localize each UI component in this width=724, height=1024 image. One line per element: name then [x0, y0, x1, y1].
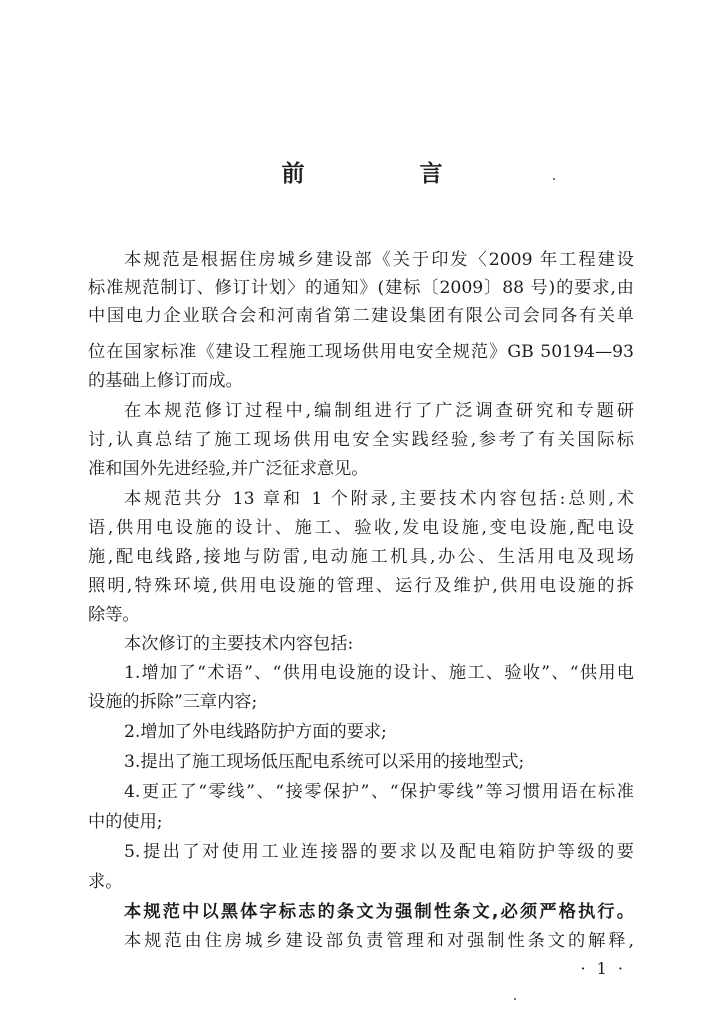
paragraph-line: 中的使用; — [88, 812, 163, 832]
paragraph-line: 语,供用电设施的设计、施工、验收,发电设施,变电设施,配电设 — [88, 518, 634, 538]
paragraph-line: 照明,特殊环境,供用电设施的管理、运行及维护,供用电设施的拆 — [88, 576, 634, 596]
paragraph-line: 标准规范制订、修订计划〉的通知》(建标〔2009〕88 号)的要求,由 — [88, 278, 634, 298]
list-item: 3.提出了施工现场低压配电系统可以采用的接地型式; — [124, 752, 525, 772]
list-item: 5.提出了对使用工业连接器的要求以及配电箱防护等级的要 — [124, 842, 634, 862]
paragraph-line: 施,配电线路,接地与防雷,电动施工机具,办公、生活用电及现场 — [88, 547, 634, 567]
paragraph-line: 本规范由住房城乡建设部负责管理和对强制性条文的解释, — [124, 931, 634, 951]
paragraph-line: 本规范是根据住房城乡建设部《关于印发〈2009 年工程建设 — [124, 250, 634, 270]
paragraph-line: 讨,认真总结了施工现场供用电安全实践经验,参考了有关国际标 — [88, 430, 634, 450]
scan-speck — [553, 178, 555, 180]
paragraph-line: 求。 — [88, 872, 123, 892]
scan-speck — [514, 998, 516, 1000]
paragraph-line: 除等。 — [88, 605, 140, 625]
paragraph-line: 准和国外先进经验,并广泛征求意见。 — [88, 459, 369, 479]
mandatory-clause-line: 本规范中以黑体字标志的条文为强制性条文,必须严格执行。 — [124, 902, 634, 922]
list-item: 1.增加了“术语”、“供用电设施的设计、施工、验收”、“供用电 — [124, 663, 634, 683]
page-title: 前 言 — [281, 161, 489, 187]
paragraph-line: 在本规范修订过程中,编制组进行了广泛调查研究和专题研 — [124, 401, 634, 421]
page-number: · 1 · — [580, 959, 626, 978]
list-item: 4.更正了“零线”、“接零保护”、“保护零线”等习惯用语在标准 — [124, 782, 634, 802]
paragraph-line: 本次修订的主要技术内容包括: — [124, 634, 354, 654]
paragraph-line: 的基础上修订而成。 — [88, 371, 243, 391]
paragraph-line: 中国电力企业联合会和河南省第二建设集团有限公司会同各有关单 — [88, 306, 634, 326]
list-item: 2.增加了外电线路防护方面的要求; — [124, 722, 387, 742]
paragraph-line: 设施的拆除”三章内容; — [88, 692, 258, 712]
paragraph-line: 位在国家标准《建设工程施工现场供用电安全规范》GB 50194—93 — [88, 342, 634, 362]
paragraph-line: 本规范共分 13 章和 1 个附录,主要技术内容包括:总则,术 — [124, 489, 634, 509]
